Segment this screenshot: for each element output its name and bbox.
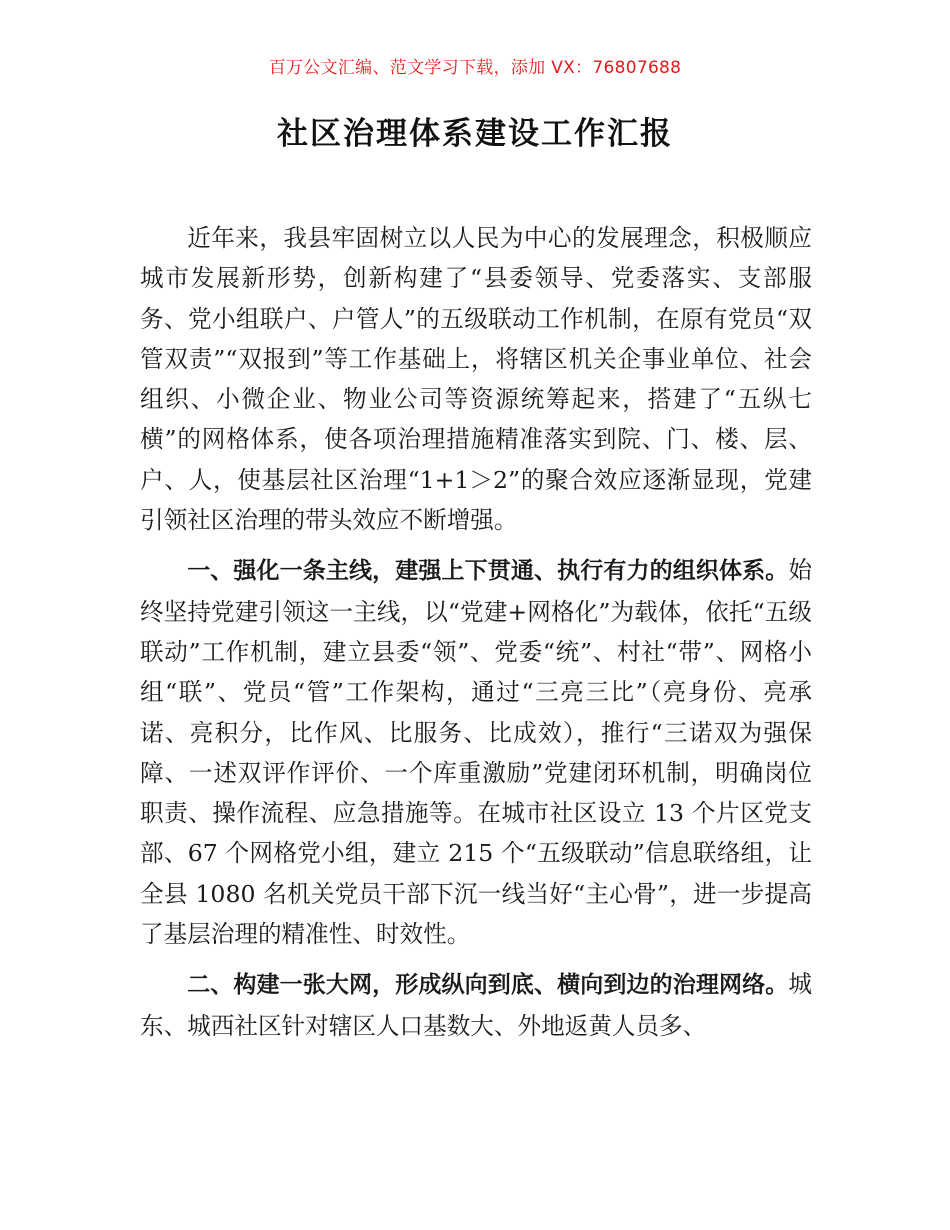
paragraph-text: 城东、城西社区针对辖区人口基数大、外地返黄人员多、 — [140, 970, 812, 1040]
section-heading: 一、强化一条主线，建强上下贯通、执行有力的组织体系。 — [187, 558, 789, 585]
page-title: 社区治理体系建设工作汇报 — [277, 116, 673, 152]
paragraph-text: 始终坚持党建引领这一主线，以“党建+网格化”为载体，依托“五级联动”工作机制，建立县委“领”、党委“统”、村社“带”、网格小组“联”、党员“管”工作架构，通过“三亮三比”（亮身份、亮承诺、亮积分，比作风、比服务、比成效），推行“三诺双为强保障、一述双评作评价、一个库重激励”党建闭环机制，明确岗位职责、操作流程、应急措施等。在城市社区设立 13 个片区党支部、67 个网格党小组，建立 215 个“五级联动”信息联络组，让全县 1080 名机关党员干部下沉一线当好“主心骨”，进一步提高了基层治理的精准性、时效性。 — [140, 556, 812, 949]
document-body — [140, 218, 812, 1056]
paragraph-section-1 — [140, 550, 812, 954]
section-heading: 二、构建一张大网，形成纵向到底、横向到边的治理网络。 — [187, 972, 789, 999]
paragraph-intro — [140, 218, 812, 540]
header-banner: 百万公文汇编、范文学习下载，添加 VX：76807688 — [268, 58, 682, 78]
paragraph-section-2 — [140, 964, 812, 1046]
paragraph-text: 近年来，我县牢固树立以人民为中心的发展理念，积极顺应城市发展新形势，创新构建了“县委领导、党委落实、支部服务、党小组联户、户管人”的五级联动工作机制，在原有党员“双管双责”“双报到”等工作基础上，将辖区机关企事业单位、社会组织、小微企业、物业公司等资源统筹起来，搭建了“五纵七横”的网格体系，使各项治理措施精准落实到院、门、楼、层、户、人，使基层社区治理“1+1＞2”的聚合效应逐渐显现，党建引领社区治理的带头效应不断增强。 — [140, 224, 812, 535]
